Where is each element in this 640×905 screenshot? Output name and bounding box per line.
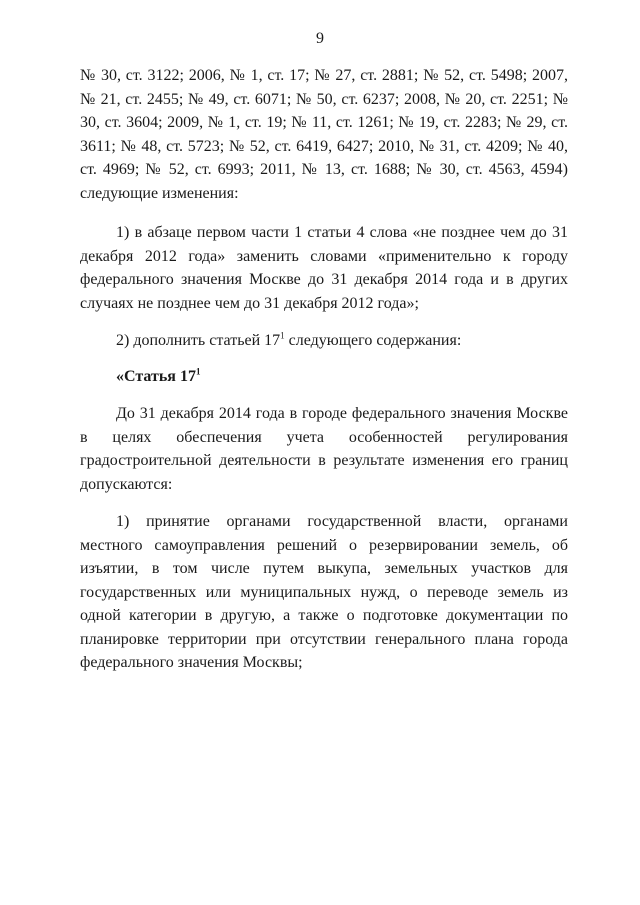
amendment-item-2-tail: следующего содержания: bbox=[284, 332, 462, 349]
document-body bbox=[80, 64, 568, 675]
article-heading-superscript: 1 bbox=[195, 366, 201, 377]
intro-paragraph: № 30, ст. 3122; 2006, № 1, ст. 17; № 27, ст. 2881; № 52, ст. 5498; 2007, № 21, ст. 2455; № 49, ст. 6071; № 50, ст. 6237; 2008, № 20, ст. 2251; № 30, ст. 3604; 2009, № 1, ст. 19; № 11, ст. 1261; № 19, ст. 2283; № 29, ст. 3611; № 48, ст. 5723; № 52, ст. 6419, 6427; 2010, № 31, ст. 4209; № 40, ст. 4969; № 52, ст. 6993; 2011, № 13, ст. 1688; № 30, ст. 4563, 4594) следующие изменения: bbox=[80, 67, 568, 202]
amendment-item-1: 1) в абзаце первом части 1 статьи 4 слова «не позднее чем до 31 декабря 2012 года» заменить словами «применительно к городу федерального значения Москве до 31 декабря 2014 года и в других случаях не позднее чем до 31 декабря 2012 года»; bbox=[80, 224, 568, 312]
amendment-item-2-text: 2) дополнить статьей 17 bbox=[116, 332, 281, 349]
article-heading bbox=[80, 365, 568, 389]
article-heading-text: «Статья 17 bbox=[116, 367, 196, 385]
amendment-item-2 bbox=[80, 329, 568, 353]
article-superscript: 1 bbox=[280, 330, 285, 341]
page-number: 9 bbox=[316, 30, 324, 47]
article-lead-paragraph: До 31 декабря 2014 года в городе федерального значения Москве в целях обеспечения учета особенностей регулирования градостроительной деятельности в результате изменения его границ допускаются: bbox=[80, 405, 568, 493]
article-subitem-1: 1) принятие органами государственной власти, органами местного самоуправления решений о резервировании земель, об изъятии, в том числе путем выкупа, земельных участков для государственных или муниципальных нужд, о переводе земель из одной категории в другую, а также о подготовке документации по планировке территории при отсутствии генерального плана города федерального значения Москвы; bbox=[80, 513, 568, 671]
